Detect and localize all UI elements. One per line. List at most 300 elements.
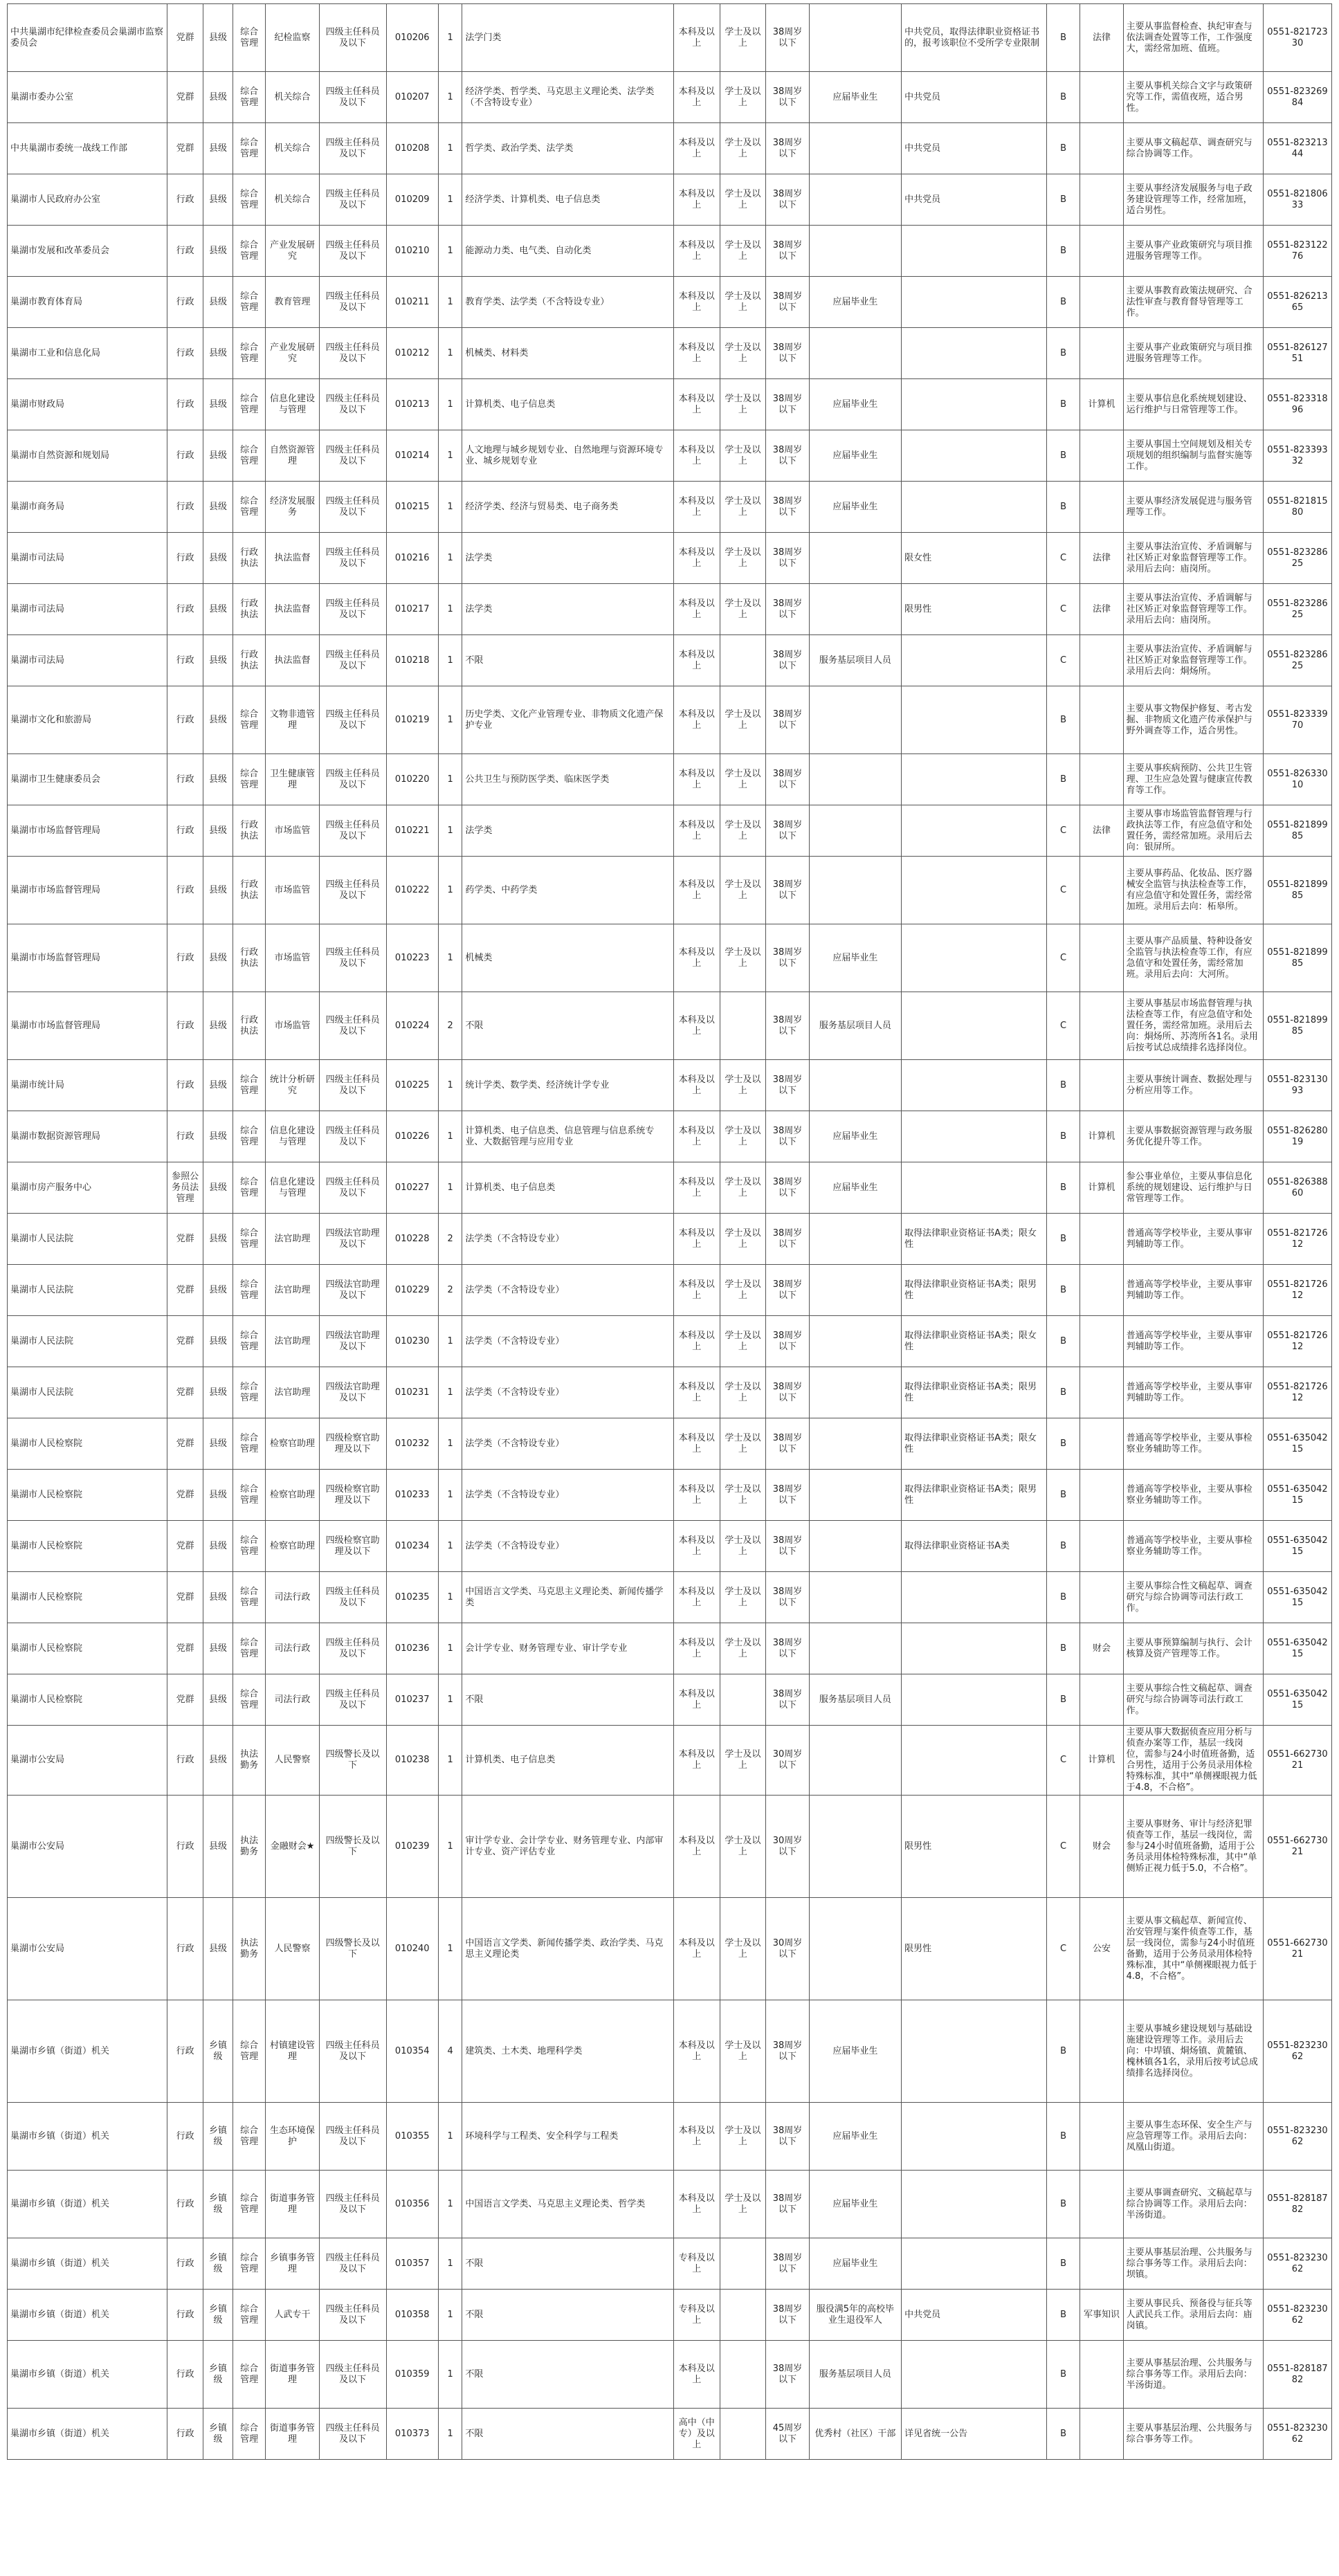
table-row <box>8 1214 1332 1265</box>
exam-category-cell: B <box>1046 1521 1080 1572</box>
position-code-cell: 010219 <box>386 686 438 754</box>
job-type-cell: 综合管理 <box>233 1470 265 1521</box>
major-cell: 计算机类、电子信息类、信息管理与信息系统专业、大数据管理与应用专业 <box>462 1111 674 1162</box>
degree-cell: 学士及以上 <box>720 226 766 277</box>
degree-cell: 学士及以上 <box>720 1111 766 1162</box>
exam-category-cell: B <box>1046 1265 1080 1316</box>
other-requirements-cell <box>902 1726 1047 1796</box>
position-code-cell: 010224 <box>386 992 438 1060</box>
rank-cell: 四级主任科员及以下 <box>319 2238 386 2290</box>
position-code-cell: 010222 <box>386 857 438 924</box>
position-name-cell: 街道事务管理 <box>266 2409 319 2460</box>
other-requirements-cell: 限男性 <box>902 584 1047 635</box>
exam-category-cell: B <box>1046 686 1080 754</box>
category-cell: 行政 <box>167 2103 203 2171</box>
category-cell: 行政 <box>167 857 203 924</box>
category-cell: 行政 <box>167 584 203 635</box>
professional-test-cell <box>1080 635 1123 686</box>
education-cell: 本科及以上 <box>673 992 720 1060</box>
level-cell: 县级 <box>203 1470 233 1521</box>
employer-cell: 巢湖市乡镇（街道）机关 <box>8 2103 167 2171</box>
rank-cell: 四级主任科员及以下 <box>319 2341 386 2409</box>
degree-cell: 学士及以上 <box>720 72 766 123</box>
exam-category-cell: B <box>1046 226 1080 277</box>
category-cell: 党群 <box>167 1316 203 1367</box>
age-cell: 38周岁以下 <box>766 1214 809 1265</box>
position-name-cell: 法官助理 <box>266 1367 319 1418</box>
position-name-cell: 统计分析研究 <box>266 1060 319 1111</box>
category-cell: 行政 <box>167 686 203 754</box>
headcount-cell: 1 <box>438 1572 462 1623</box>
professional-test-cell <box>1080 924 1123 992</box>
table-row <box>8 1418 1332 1470</box>
degree-cell: 学士及以上 <box>720 1796 766 1898</box>
job-description-cell: 主要从事综合性文稿起草、调查研究与综合协调等司法行政工作。 <box>1123 1674 1263 1726</box>
category-cell: 行政 <box>167 1726 203 1796</box>
other-requirements-cell <box>902 992 1047 1060</box>
exam-category-cell: B <box>1046 2341 1080 2409</box>
job-description-cell: 普通高等学校毕业，主要从事检察业务辅助等工作。 <box>1123 1418 1263 1470</box>
table-row <box>8 1470 1332 1521</box>
level-cell: 县级 <box>203 1572 233 1623</box>
candidate-source-cell <box>809 226 901 277</box>
employer-cell: 巢湖市人民检察院 <box>8 1470 167 1521</box>
exam-category-cell: B <box>1046 1214 1080 1265</box>
employer-cell: 巢湖市工业和信息化局 <box>8 328 167 379</box>
contact-phone-cell: 0551-82339332 <box>1263 430 1331 482</box>
age-cell: 38周岁以下 <box>766 635 809 686</box>
table-row <box>8 72 1332 123</box>
degree-cell: 学士及以上 <box>720 1898 766 2000</box>
other-requirements-cell <box>902 1674 1047 1726</box>
degree-cell: 学士及以上 <box>720 1060 766 1111</box>
age-cell: 38周岁以下 <box>766 686 809 754</box>
age-cell: 38周岁以下 <box>766 1470 809 1521</box>
headcount-cell: 1 <box>438 805 462 857</box>
position-name-cell: 执法监督 <box>266 533 319 584</box>
major-cell: 经济学类、经济与贸易类、电子商务类 <box>462 482 674 533</box>
major-cell: 机械类、材料类 <box>462 328 674 379</box>
level-cell: 乡镇级 <box>203 2238 233 2290</box>
level-cell: 县级 <box>203 72 233 123</box>
exam-category-cell: B <box>1046 1418 1080 1470</box>
level-cell: 县级 <box>203 226 233 277</box>
candidate-source-cell: 优秀村（社区）干部 <box>809 2409 901 2460</box>
position-name-cell: 金融财会★ <box>266 1796 319 1898</box>
major-cell: 中国语言文学类、新闻传播学类、政治学类、马克思主义理论类 <box>462 1898 674 2000</box>
job-description-cell: 主要从事经济发展促进与服务管理等工作。 <box>1123 482 1263 533</box>
contact-phone-cell: 0551-82328625 <box>1263 533 1331 584</box>
education-cell: 本科及以上 <box>673 2341 720 2409</box>
job-type-cell: 综合管理 <box>233 2238 265 2290</box>
employer-cell: 巢湖市统计局 <box>8 1060 167 1111</box>
contact-phone-cell: 0551-66273021 <box>1263 1796 1331 1898</box>
position-name-cell: 市场监管 <box>266 924 319 992</box>
level-cell: 县级 <box>203 1265 233 1316</box>
professional-test-cell <box>1080 482 1123 533</box>
age-cell: 38周岁以下 <box>766 2000 809 2103</box>
job-description-cell: 主要从事基层市场监督管理与执法检查等工作，有应急值守和处置任务，需经常加班。录用后去向：烔炀所、苏湾所各1名。录用后按考试总成绩排名选择岗位。 <box>1123 992 1263 1060</box>
employer-cell: 巢湖市市场监督管理局 <box>8 924 167 992</box>
rank-cell: 四级主任科员及以下 <box>319 1060 386 1111</box>
headcount-cell: 1 <box>438 2238 462 2290</box>
other-requirements-cell <box>902 635 1047 686</box>
job-description-cell: 主要从事文稿起草、新闻宣传、治安管理与案件侦查等工作，基层一线岗位，需参与24小时值班备勤，适用于公务员录用体检特殊标准，其中“单侧裸眼视力低于4.8，不合格”。 <box>1123 1898 1263 2000</box>
table-row <box>8 1265 1332 1316</box>
job-type-cell: 综合管理 <box>233 1674 265 1726</box>
recruitment-table <box>7 3 1332 2460</box>
other-requirements-cell <box>902 430 1047 482</box>
major-cell: 法学类 <box>462 584 674 635</box>
headcount-cell: 1 <box>438 2103 462 2171</box>
category-cell: 行政 <box>167 2409 203 2460</box>
job-type-cell: 综合管理 <box>233 2000 265 2103</box>
category-cell: 行政 <box>167 635 203 686</box>
education-cell: 本科及以上 <box>673 1060 720 1111</box>
degree-cell <box>720 2341 766 2409</box>
headcount-cell: 1 <box>438 1898 462 2000</box>
candidate-source-cell <box>809 4 901 72</box>
degree-cell: 学士及以上 <box>720 924 766 992</box>
professional-test-cell: 计算机 <box>1080 1111 1123 1162</box>
employer-cell: 巢湖市房产服务中心 <box>8 1162 167 1214</box>
rank-cell: 四级主任科员及以下 <box>319 482 386 533</box>
contact-phone-cell: 0551-82172612 <box>1263 1316 1331 1367</box>
position-code-cell: 010240 <box>386 1898 438 2000</box>
category-cell: 行政 <box>167 1796 203 1898</box>
education-cell: 本科及以上 <box>673 123 720 174</box>
degree-cell <box>720 635 766 686</box>
contact-phone-cell: 0551-82628019 <box>1263 1111 1331 1162</box>
level-cell: 县级 <box>203 123 233 174</box>
education-cell: 本科及以上 <box>673 1214 720 1265</box>
age-cell: 38周岁以下 <box>766 857 809 924</box>
candidate-source-cell <box>809 1418 901 1470</box>
exam-category-cell: B <box>1046 754 1080 805</box>
other-requirements-cell <box>902 2171 1047 2238</box>
education-cell: 本科及以上 <box>673 1674 720 1726</box>
table-row <box>8 2341 1332 2409</box>
professional-test-cell <box>1080 2171 1123 2238</box>
headcount-cell: 1 <box>438 1521 462 1572</box>
other-requirements-cell <box>902 379 1047 430</box>
other-requirements-cell: 中共党员 <box>902 2290 1047 2341</box>
other-requirements-cell <box>902 482 1047 533</box>
table-row <box>8 2409 1332 2460</box>
position-name-cell: 检察官助理 <box>266 1418 319 1470</box>
job-type-cell: 行政执法 <box>233 533 265 584</box>
headcount-cell: 1 <box>438 72 462 123</box>
table-row <box>8 2171 1332 2238</box>
rank-cell: 四级主任科员及以下 <box>319 72 386 123</box>
job-type-cell: 行政执法 <box>233 805 265 857</box>
contact-phone-cell: 0551-63504215 <box>1263 1470 1331 1521</box>
major-cell: 哲学类、政治学类、法学类 <box>462 123 674 174</box>
candidate-source-cell <box>809 1796 901 1898</box>
position-code-cell: 010218 <box>386 635 438 686</box>
professional-test-cell: 计算机 <box>1080 1162 1123 1214</box>
professional-test-cell <box>1080 174 1123 226</box>
headcount-cell: 1 <box>438 533 462 584</box>
job-description-cell: 主要从事文物保护修复、考古发掘、非物质文化遗产传承保护与野外调查等工作，适合男性。 <box>1123 686 1263 754</box>
category-cell: 行政 <box>167 430 203 482</box>
job-description-cell: 主要从事国土空间规划及相关专项规划的组织编制与监督实施等工作。 <box>1123 430 1263 482</box>
position-name-cell: 司法行政 <box>266 1623 319 1674</box>
other-requirements-cell <box>902 686 1047 754</box>
employer-cell: 巢湖市商务局 <box>8 482 167 533</box>
education-cell: 本科及以上 <box>673 379 720 430</box>
job-description-cell: 主要从事财务、审计与经济犯罪侦查等工作，基层一线岗位，需参与24小时值班备勤，适用于公务员录用体检特殊标准，其中“单侧矫正视力低于5.0，不合格”。 <box>1123 1796 1263 1898</box>
headcount-cell: 1 <box>438 2290 462 2341</box>
level-cell: 县级 <box>203 1726 233 1796</box>
age-cell: 38周岁以下 <box>766 277 809 328</box>
category-cell: 行政 <box>167 2238 203 2290</box>
contact-phone-cell: 0551-82331896 <box>1263 379 1331 430</box>
position-name-cell: 机关综合 <box>266 174 319 226</box>
category-cell: 行政 <box>167 2290 203 2341</box>
candidate-source-cell: 应届毕业生 <box>809 924 901 992</box>
major-cell: 法学类 <box>462 533 674 584</box>
professional-test-cell <box>1080 2409 1123 2460</box>
candidate-source-cell: 服务基层项目人员 <box>809 992 901 1060</box>
exam-category-cell: B <box>1046 1060 1080 1111</box>
category-cell: 党群 <box>167 1418 203 1470</box>
degree-cell: 学士及以上 <box>720 2103 766 2171</box>
professional-test-cell: 法律 <box>1080 805 1123 857</box>
rank-cell: 四级主任科员及以下 <box>319 430 386 482</box>
category-cell: 党群 <box>167 1214 203 1265</box>
other-requirements-cell <box>902 857 1047 924</box>
major-cell: 法学类（不含特设专业） <box>462 1470 674 1521</box>
position-name-cell: 人民警察 <box>266 1898 319 2000</box>
table-row <box>8 1521 1332 1572</box>
rank-cell: 四级主任科员及以下 <box>319 2290 386 2341</box>
table-row <box>8 924 1332 992</box>
professional-test-cell: 法律 <box>1080 4 1123 72</box>
contact-phone-cell: 0551-82818782 <box>1263 2171 1331 2238</box>
employer-cell: 巢湖市司法局 <box>8 533 167 584</box>
level-cell: 县级 <box>203 992 233 1060</box>
contact-phone-cell: 0551-82312276 <box>1263 226 1331 277</box>
job-description-cell: 主要从事城乡建设规划与基础设施建设管理等工作。录用后去向：中垾镇、烔炀镇、黄麓镇、槐林镇各1名，录用后按考试总成绩排名选择岗位。 <box>1123 2000 1263 2103</box>
position-code-cell: 010208 <box>386 123 438 174</box>
headcount-cell: 1 <box>438 1162 462 1214</box>
major-cell: 经济学类、哲学类、马克思主义理论类、法学类（不含特设专业） <box>462 72 674 123</box>
job-description-cell: 主要从事疾病预防、公共卫生管理、卫生应急处置与健康宣传教育等工作。 <box>1123 754 1263 805</box>
contact-phone-cell: 0551-82172612 <box>1263 1265 1331 1316</box>
exam-category-cell: B <box>1046 1367 1080 1418</box>
position-code-cell: 010239 <box>386 1796 438 1898</box>
level-cell: 县级 <box>203 1674 233 1726</box>
job-type-cell: 综合管理 <box>233 328 265 379</box>
other-requirements-cell: 取得法律职业资格证书A类 <box>902 1521 1047 1572</box>
job-type-cell: 综合管理 <box>233 1060 265 1111</box>
position-code-cell: 010212 <box>386 328 438 379</box>
level-cell: 乡镇级 <box>203 2341 233 2409</box>
rank-cell: 四级主任科员及以下 <box>319 1623 386 1674</box>
education-cell: 本科及以上 <box>673 226 720 277</box>
candidate-source-cell: 应届毕业生 <box>809 1111 901 1162</box>
major-cell: 会计学专业、财务管理专业、审计学专业 <box>462 1623 674 1674</box>
contact-phone-cell: 0551-82323062 <box>1263 2238 1331 2290</box>
degree-cell: 学士及以上 <box>720 277 766 328</box>
employer-cell: 巢湖市数据资源管理局 <box>8 1111 167 1162</box>
position-code-cell: 010210 <box>386 226 438 277</box>
major-cell: 经济学类、计算机类、电子信息类 <box>462 174 674 226</box>
job-description-cell: 普通高等学校毕业，主要从事检察业务辅助等工作。 <box>1123 1470 1263 1521</box>
employer-cell: 巢湖市市场监督管理局 <box>8 857 167 924</box>
candidate-source-cell <box>809 174 901 226</box>
degree-cell: 学士及以上 <box>720 1265 766 1316</box>
age-cell: 38周岁以下 <box>766 992 809 1060</box>
headcount-cell: 1 <box>438 379 462 430</box>
age-cell: 38周岁以下 <box>766 805 809 857</box>
job-type-cell: 综合管理 <box>233 686 265 754</box>
other-requirements-cell: 取得法律职业资格证书A类；限女性 <box>902 1214 1047 1265</box>
major-cell: 法学类（不含特设专业） <box>462 1418 674 1470</box>
headcount-cell: 1 <box>438 1470 462 1521</box>
major-cell: 法学类（不含特设专业） <box>462 1316 674 1367</box>
age-cell: 38周岁以下 <box>766 1060 809 1111</box>
headcount-cell: 1 <box>438 174 462 226</box>
table-row <box>8 4 1332 72</box>
professional-test-cell <box>1080 72 1123 123</box>
candidate-source-cell: 应届毕业生 <box>809 430 901 482</box>
age-cell: 38周岁以下 <box>766 924 809 992</box>
job-description-cell: 主要从事信息化系统规划建设、运行维护与日常管理等工作。 <box>1123 379 1263 430</box>
level-cell: 县级 <box>203 686 233 754</box>
professional-test-cell <box>1080 123 1123 174</box>
professional-test-cell: 计算机 <box>1080 379 1123 430</box>
job-description-cell: 主要从事民兵、预备役与征兵等人武民兵工作。录用后去向：庙岗镇。 <box>1123 2290 1263 2341</box>
level-cell: 县级 <box>203 1418 233 1470</box>
job-description-cell: 主要从事基层治理、公共服务与综合事务等工作。录用后去向：坝镇。 <box>1123 2238 1263 2290</box>
level-cell: 县级 <box>203 174 233 226</box>
major-cell: 中国语言文学类、马克思主义理论类、哲学类 <box>462 2171 674 2238</box>
contact-phone-cell: 0551-82323062 <box>1263 2000 1331 2103</box>
position-code-cell: 010356 <box>386 2171 438 2238</box>
level-cell: 县级 <box>203 805 233 857</box>
candidate-source-cell <box>809 1367 901 1418</box>
major-cell: 不限 <box>462 2290 674 2341</box>
employer-cell: 巢湖市司法局 <box>8 584 167 635</box>
other-requirements-cell: 取得法律职业资格证书A类；限男性 <box>902 1265 1047 1316</box>
headcount-cell: 1 <box>438 328 462 379</box>
age-cell: 38周岁以下 <box>766 174 809 226</box>
headcount-cell: 1 <box>438 482 462 533</box>
headcount-cell: 1 <box>438 686 462 754</box>
headcount-cell: 1 <box>438 1726 462 1796</box>
headcount-cell: 2 <box>438 1265 462 1316</box>
position-code-cell: 010235 <box>386 1572 438 1623</box>
position-code-cell: 010357 <box>386 2238 438 2290</box>
table-row <box>8 226 1332 277</box>
position-name-cell: 法官助理 <box>266 1214 319 1265</box>
level-cell: 县级 <box>203 533 233 584</box>
professional-test-cell: 公安 <box>1080 1898 1123 2000</box>
level-cell: 县级 <box>203 754 233 805</box>
major-cell: 教育学类、法学类（不含特设专业） <box>462 277 674 328</box>
other-requirements-cell: 限男性 <box>902 1796 1047 1898</box>
employer-cell: 巢湖市公安局 <box>8 1726 167 1796</box>
other-requirements-cell: 取得法律职业资格证书A类；限男性 <box>902 1367 1047 1418</box>
exam-category-cell: B <box>1046 1572 1080 1623</box>
employer-cell: 巢湖市人民政府办公室 <box>8 174 167 226</box>
position-code-cell: 010236 <box>386 1623 438 1674</box>
age-cell: 45周岁以下 <box>766 2409 809 2460</box>
other-requirements-cell <box>902 805 1047 857</box>
position-code-cell: 010238 <box>386 1726 438 1796</box>
exam-category-cell: C <box>1046 1898 1080 2000</box>
job-type-cell: 综合管理 <box>233 226 265 277</box>
level-cell: 县级 <box>203 328 233 379</box>
job-type-cell: 综合管理 <box>233 2103 265 2171</box>
professional-test-cell <box>1080 754 1123 805</box>
level-cell: 县级 <box>203 857 233 924</box>
major-cell: 建筑类、土木类、地理科学类 <box>462 2000 674 2103</box>
headcount-cell: 1 <box>438 430 462 482</box>
employer-cell: 巢湖市乡镇（街道）机关 <box>8 2290 167 2341</box>
professional-test-cell <box>1080 277 1123 328</box>
table-row <box>8 1316 1332 1367</box>
category-cell: 行政 <box>167 482 203 533</box>
degree-cell <box>720 2290 766 2341</box>
job-type-cell: 综合管理 <box>233 1265 265 1316</box>
employer-cell: 巢湖市自然资源和规划局 <box>8 430 167 482</box>
headcount-cell: 1 <box>438 1674 462 1726</box>
degree-cell: 学士及以上 <box>720 1214 766 1265</box>
degree-cell: 学士及以上 <box>720 123 766 174</box>
exam-category-cell: B <box>1046 1623 1080 1674</box>
contact-phone-cell: 0551-82180633 <box>1263 174 1331 226</box>
education-cell: 本科及以上 <box>673 1111 720 1162</box>
headcount-cell: 1 <box>438 584 462 635</box>
rank-cell: 四级主任科员及以下 <box>319 174 386 226</box>
other-requirements-cell: 中共党员 <box>902 123 1047 174</box>
employer-cell: 巢湖市人民法院 <box>8 1214 167 1265</box>
exam-category-cell: B <box>1046 72 1080 123</box>
professional-test-cell <box>1080 1214 1123 1265</box>
contact-phone-cell: 0551-82172612 <box>1263 1214 1331 1265</box>
contact-phone-cell: 0551-82326984 <box>1263 72 1331 123</box>
job-type-cell: 行政执法 <box>233 635 265 686</box>
candidate-source-cell: 应届毕业生 <box>809 277 901 328</box>
position-code-cell: 010225 <box>386 1060 438 1111</box>
headcount-cell: 1 <box>438 1316 462 1367</box>
table-row <box>8 174 1332 226</box>
job-description-cell: 主要从事法治宣传、矛盾调解与社区矫正对象监督管理等工作。录用后去向：庙岗所。 <box>1123 533 1263 584</box>
professional-test-cell <box>1080 328 1123 379</box>
education-cell: 本科及以上 <box>673 1470 720 1521</box>
exam-category-cell: B <box>1046 277 1080 328</box>
headcount-cell: 1 <box>438 754 462 805</box>
degree-cell: 学士及以上 <box>720 857 766 924</box>
employer-cell: 巢湖市人民法院 <box>8 1316 167 1367</box>
table-row <box>8 1898 1332 2000</box>
other-requirements-cell: 详见省统一公告 <box>902 2409 1047 2460</box>
rank-cell: 四级主任科员及以下 <box>319 1572 386 1623</box>
exam-category-cell: B <box>1046 2000 1080 2103</box>
position-name-cell: 市场监管 <box>266 992 319 1060</box>
headcount-cell: 1 <box>438 1623 462 1674</box>
professional-test-cell <box>1080 2103 1123 2171</box>
category-cell: 党群 <box>167 1367 203 1418</box>
table-row <box>8 584 1332 635</box>
rank-cell: 四级法官助理及以下 <box>319 1316 386 1367</box>
position-code-cell: 010211 <box>386 277 438 328</box>
age-cell: 38周岁以下 <box>766 2103 809 2171</box>
professional-test-cell <box>1080 686 1123 754</box>
